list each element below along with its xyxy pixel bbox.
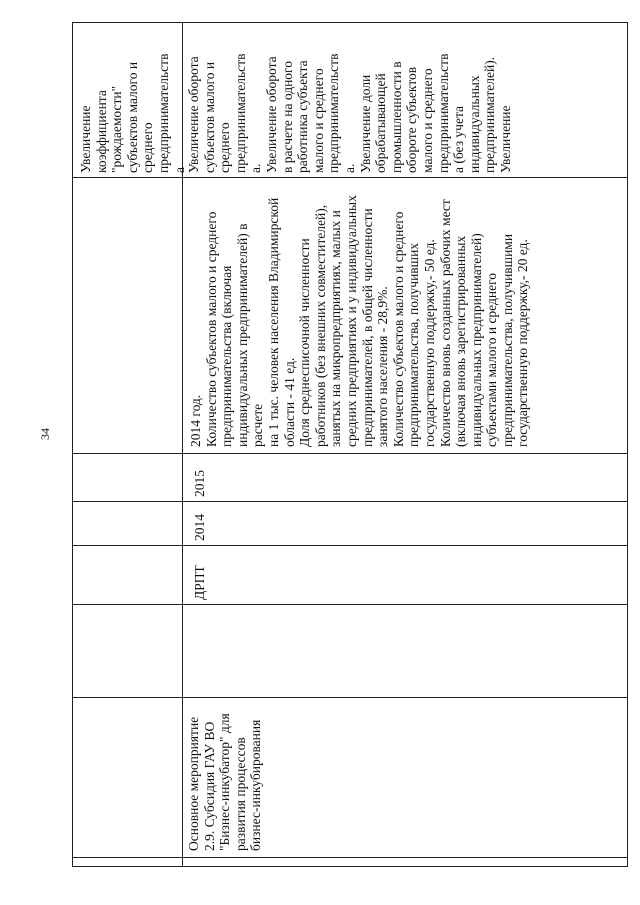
column-line: [72, 857, 628, 858]
column-line: [72, 501, 628, 502]
column-line: [72, 604, 628, 605]
effect-cell: Увеличение оборота субъектов малого и среднего предпринимательств а. Увеличение оборота в расчете на одного работника субъекта малого и среднего предпринимательств а. Увеличение доли обрабатывающей промышленности в обороте субъектов малого и среднего предпринимательств а (без учета индивидуальных предпринимателей). Увеличение: [186, 53, 513, 173]
column-line: [72, 697, 628, 698]
effect-cell-top: Увеличение коэффициента "рождаемости" субъектов малого и среднего предпринимательств а: [78, 53, 187, 173]
table-border-left: [72, 866, 628, 867]
executor-cell: ДРПТ: [192, 565, 207, 600]
column-line: [72, 453, 628, 454]
year-end-cell: 2015: [192, 470, 207, 497]
table-border-right: [72, 22, 628, 23]
column-line: [72, 545, 628, 546]
table-border-top: [72, 22, 73, 867]
column-line: [72, 177, 628, 178]
indicators-cell: 2014 год. Количество субъектов малого и среднего предпринимательства (включая индивидуальных предпринимателей) в расчете на 1 тыс. человек населения Владимирской области - 41 ед. Доля среднесписочной численности работников (без внешних совместителей), занятых на микропредприятиях, малых и средних предприятиях и у индивидуальных предпринимателей, в общей численности занятого населения - 28,9%. Количество субъектов малого и среднего предпринимательства, получивших государственную поддержку,- 50 ед. Количество вновь созданных рабочих мест (включая вновь зарегистрированных индивидуальных предпринимателей) субъектами малого и среднего предпринимательства, получившими государственную поддержку,- 20 ед.: [188, 195, 531, 447]
program-table: [72, 22, 628, 867]
event-name-cell: Основное мероприятие 2.9. Субсидия ГАУ ВО "Бизнес-инкубатор" для развития процессов бизнес-инкубирования: [186, 713, 264, 851]
year-start-cell: 2014: [192, 514, 207, 541]
table-border-bottom: [627, 22, 628, 867]
page-number: 34: [38, 428, 52, 440]
row-separator: [182, 22, 183, 867]
